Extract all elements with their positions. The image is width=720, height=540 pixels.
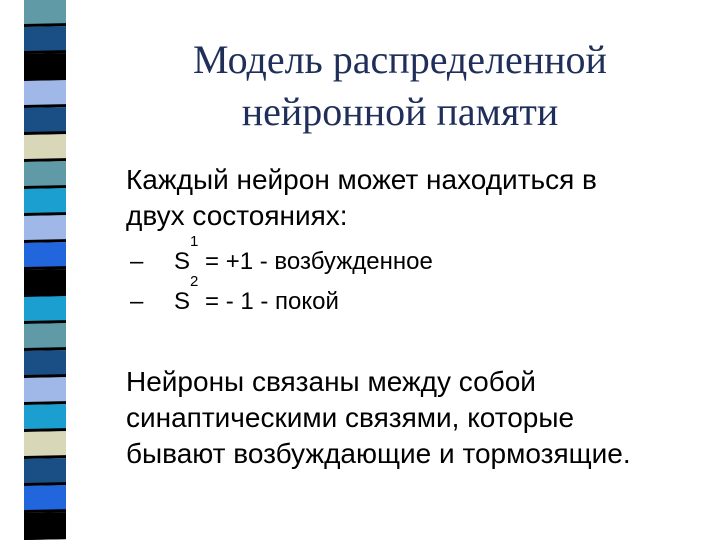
stripe-segment — [24, 512, 66, 540]
stripe-segment — [24, 161, 66, 189]
state-item-excited — [130, 233, 716, 282]
stripe-segment — [24, 485, 66, 513]
dash-bullet: – — [130, 288, 144, 315]
paragraph-line: бывают возбуждающие и тормозящие. — [126, 438, 631, 469]
stripe-segment — [24, 188, 66, 216]
state-item-rest — [130, 273, 716, 322]
paragraph-neuron-states — [126, 162, 716, 234]
slide-body — [126, 162, 716, 472]
stripe-segment — [24, 134, 66, 162]
decorative-stripe-bar — [24, 0, 66, 540]
stripe-segment — [24, 296, 66, 324]
state-text: = +1 - возбужденное — [205, 248, 433, 275]
stripe-segment — [24, 80, 66, 108]
state-text: = - 1 - покой — [205, 288, 339, 315]
state-symbol: S — [174, 248, 191, 275]
paragraph-line: Нейроны связаны между собой — [126, 366, 536, 397]
state-index: 1 — [190, 233, 199, 250]
paragraph-synapses — [126, 364, 716, 472]
stripe-segment — [24, 269, 66, 297]
stripe-segment — [24, 53, 66, 81]
stripe-segment — [24, 458, 66, 486]
title-line-2: нейронной памяти — [241, 89, 559, 134]
stripe-segment — [24, 431, 66, 459]
dash-bullet: – — [130, 248, 144, 275]
stripe-segment — [24, 377, 66, 405]
states-list — [130, 233, 716, 322]
stripe-segment — [24, 107, 66, 135]
stripe-segment — [24, 26, 66, 54]
title-line-1: Модель распределенной — [193, 37, 607, 82]
state-symbol: S — [174, 288, 191, 315]
stripe-segment — [24, 350, 66, 378]
stripe-segment — [24, 215, 66, 243]
stripe-segment — [24, 242, 66, 270]
stripe-segment — [24, 0, 66, 27]
paragraph-line: двух состояниях: — [126, 200, 348, 231]
stripe-segment — [24, 404, 66, 432]
slide-title — [110, 34, 690, 138]
state-index: 2 — [190, 273, 199, 290]
paragraph-line: синаптическими связями, которые — [126, 402, 575, 433]
paragraph-line: Каждый нейрон может находиться в — [126, 164, 597, 195]
stripe-segment — [24, 323, 66, 351]
